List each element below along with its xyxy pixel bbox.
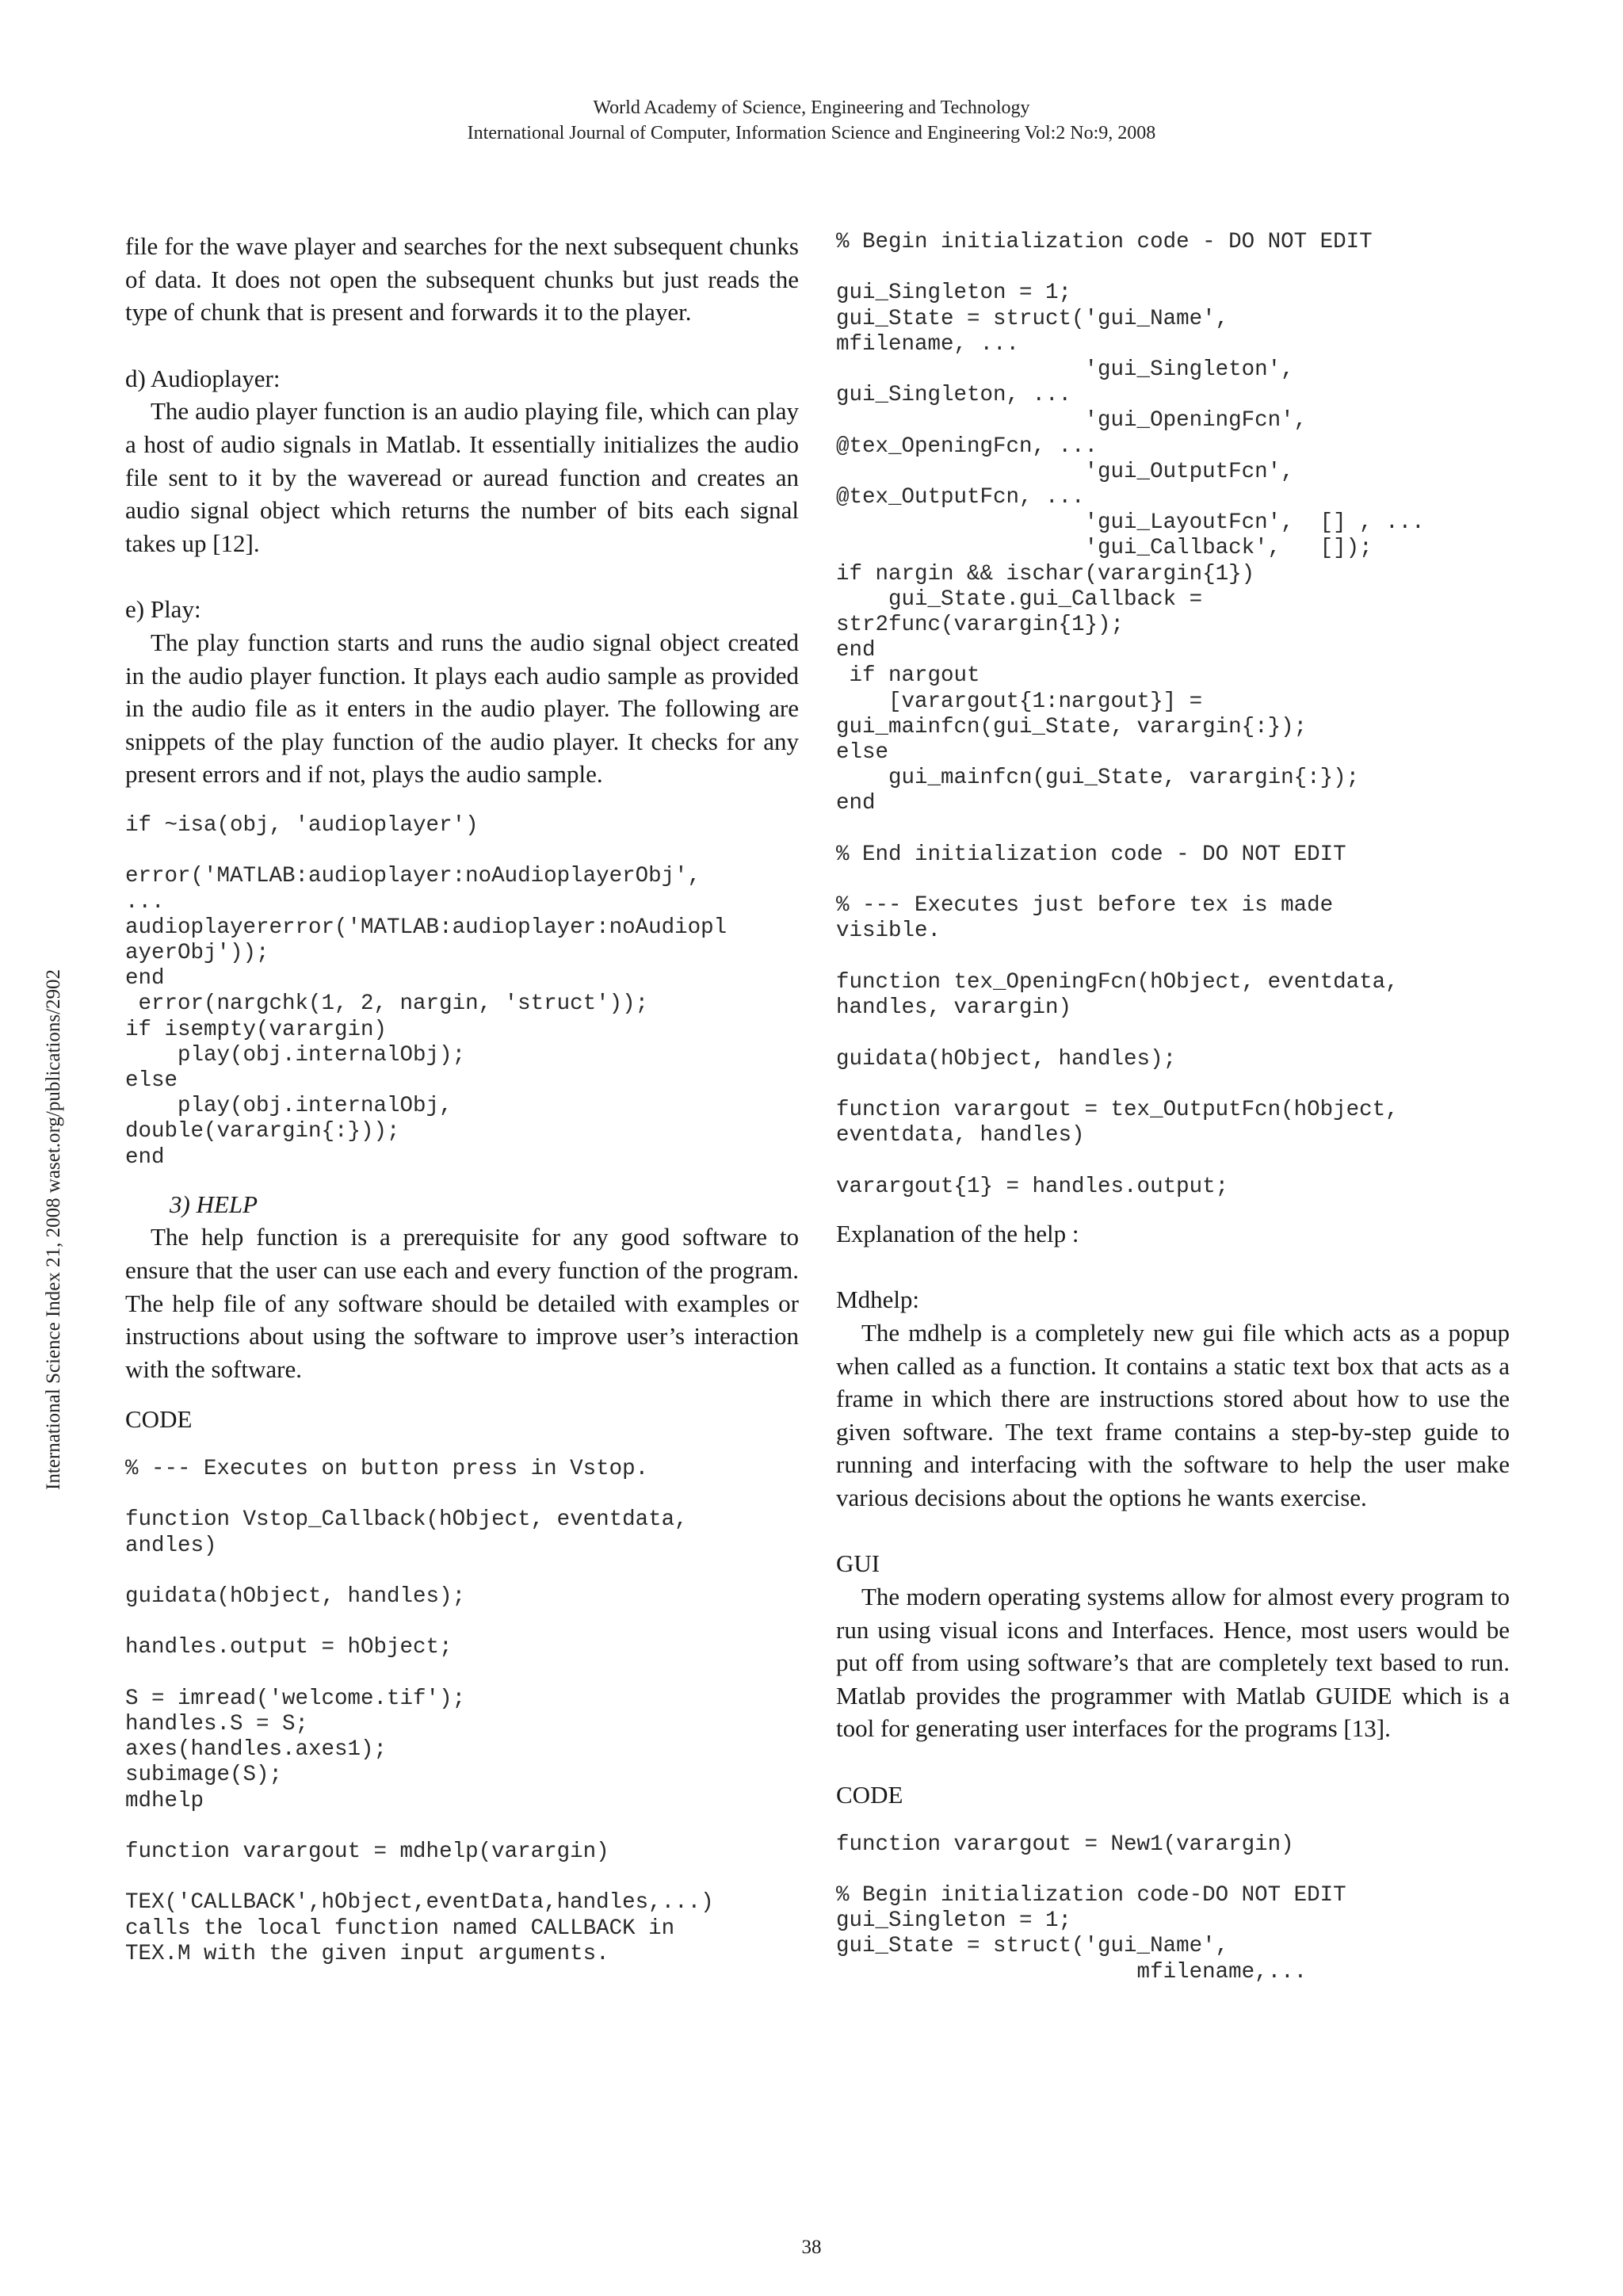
new1-code-block: function varargout = New1(varargin) % Begin initialization code-DO NOT EDIT gui_Singleton = 1; gui_State = struct('gui_Name', mfilename,... bbox=[836, 1832, 1346, 1985]
help-paragraph: The help function is a prerequisite for any good software to ensure that the user can use each and every function of the program. The help file of any software should be detailed with examples or instructions about using the software to improve user’s interaction with the software. bbox=[125, 1223, 799, 1383]
play-paragraph: The play function starts and runs the audio signal object created in the audio player function. It plays each audio sample as provided in the audio file as it enters in the audio player. The following are snippets of the play function of the audio player. It checks for any present errors and if not, plays the audio sample. bbox=[125, 628, 799, 789]
vstop-code-block: % --- Executes on button press in Vstop. function Vstop_Callback(hObject, eventdata, andles) guidata(hObject, handles); handles.output = hObject; S = imread('welcome.tif'); handles.S = S; axes(handles.axes1); subimage(S); mdhelp function varargout = mdhelp(varargin) TEX('CALLBACK',hObject,eventData,handles,...) calls the local function named CALLBACK in TEX.M with the given input arguments. bbox=[125, 1456, 714, 1966]
page-number: 38 bbox=[801, 2237, 822, 2258]
right-column bbox=[836, 230, 1510, 1985]
mdhelp-heading: Mdhelp: bbox=[836, 1286, 920, 1314]
intro-paragraph: file for the wave player and searches for the next subsequent chunks of data. It does not open the subsequent chunks but just reads the type of chunk that is present and forwards it to the player. bbox=[125, 232, 799, 327]
explanation-heading: Explanation of the help : bbox=[836, 1219, 1079, 1247]
play-code-block: if ~isa(obj, 'audioplayer') error('MATLAB:audioplayer:noAudioplayerObj', ... audioplayererror('MATLAB:audioplayer:noAudiopl ayerObj')); end error(nargchk(1, 2, nargin, 'struct')); if isempty(varargin) play(obj.internalObj); else play(obj.internalObj, double(varargin{:})); end bbox=[125, 812, 727, 1170]
init-code-block: % Begin initialization code - DO NOT EDIT gui_Singleton = 1; gui_State = struct('gui_Name', mfilename, ... 'gui_Singleton', gui_Singleton, ... 'gui_OpeningFcn', @tex_OpeningFcn, ... 'gui_OutputFcn', @tex_OutputFcn, ... 'gui_LayoutFcn', [] , ... 'gui_Callback', []); if nargin && ischar(varargin{1}) gui_State.gui_Callback = str2func(varargin{1}); end if nargout [varargout{1:nargout}] = gui_mainfcn(gui_State, varargin{:}); else gui_mainfcn(gui_State, varargin{:}); end % End initialization code - DO NOT EDIT % --- Executes just before tex is made visible. function tex_OpeningFcn(hObject, eventdata, handles, varargin) guidata(hObject, handles); function varargout = tex_OutputFcn(hObject, eventdata, handles) varargout{1} = handles.output; bbox=[836, 230, 1425, 1199]
journal-volume: International Journal of Computer, Information Science and Engineering Vol:2 No:9, 2008 bbox=[467, 123, 1156, 143]
gui-heading: GUI bbox=[836, 1549, 880, 1578]
code-heading-right: CODE bbox=[836, 1781, 903, 1809]
code-heading-left: CODE bbox=[125, 1405, 193, 1434]
page-header bbox=[0, 95, 1623, 146]
help-heading: 3) HELP bbox=[170, 1190, 258, 1218]
mdhelp-paragraph: The mdhelp is a completely new gui file which acts as a popup when called as a function. It contains a static text box that acts as a frame in which there are instructions stored about how to use the given software. The text frame contains a step-by-step guide to running and interfacing with the software to help the user make various decisions about the options he wants exercise. bbox=[836, 1318, 1510, 1511]
gui-paragraph: The modern operating systems allow for almost every program to run using visual icons and Interfaces. Hence, most users would be put off from using software’s that are completely text based to run. Matlab provides the programmer with Matlab GUIDE which is a tool for generating user interfaces for the programs [13]. bbox=[836, 1583, 1510, 1743]
left-column bbox=[125, 230, 799, 1967]
index-text: International Science Index 21, 2008 waset.org/publications/2902 bbox=[43, 968, 64, 1490]
play-heading: e) Play: bbox=[125, 595, 201, 624]
audioplayer-heading: d) Audioplayer: bbox=[125, 364, 281, 392]
journal-name: World Academy of Science, Engineering and Technology bbox=[593, 97, 1030, 118]
audioplayer-paragraph: The audio player function is an audio playing file, which can play a host of audio signals in Matlab. It essentially initializes the audio file sent to it by the waveread or auread function and creates an audio signal object which returns the number of bits each signal takes up [12]. bbox=[125, 397, 799, 557]
